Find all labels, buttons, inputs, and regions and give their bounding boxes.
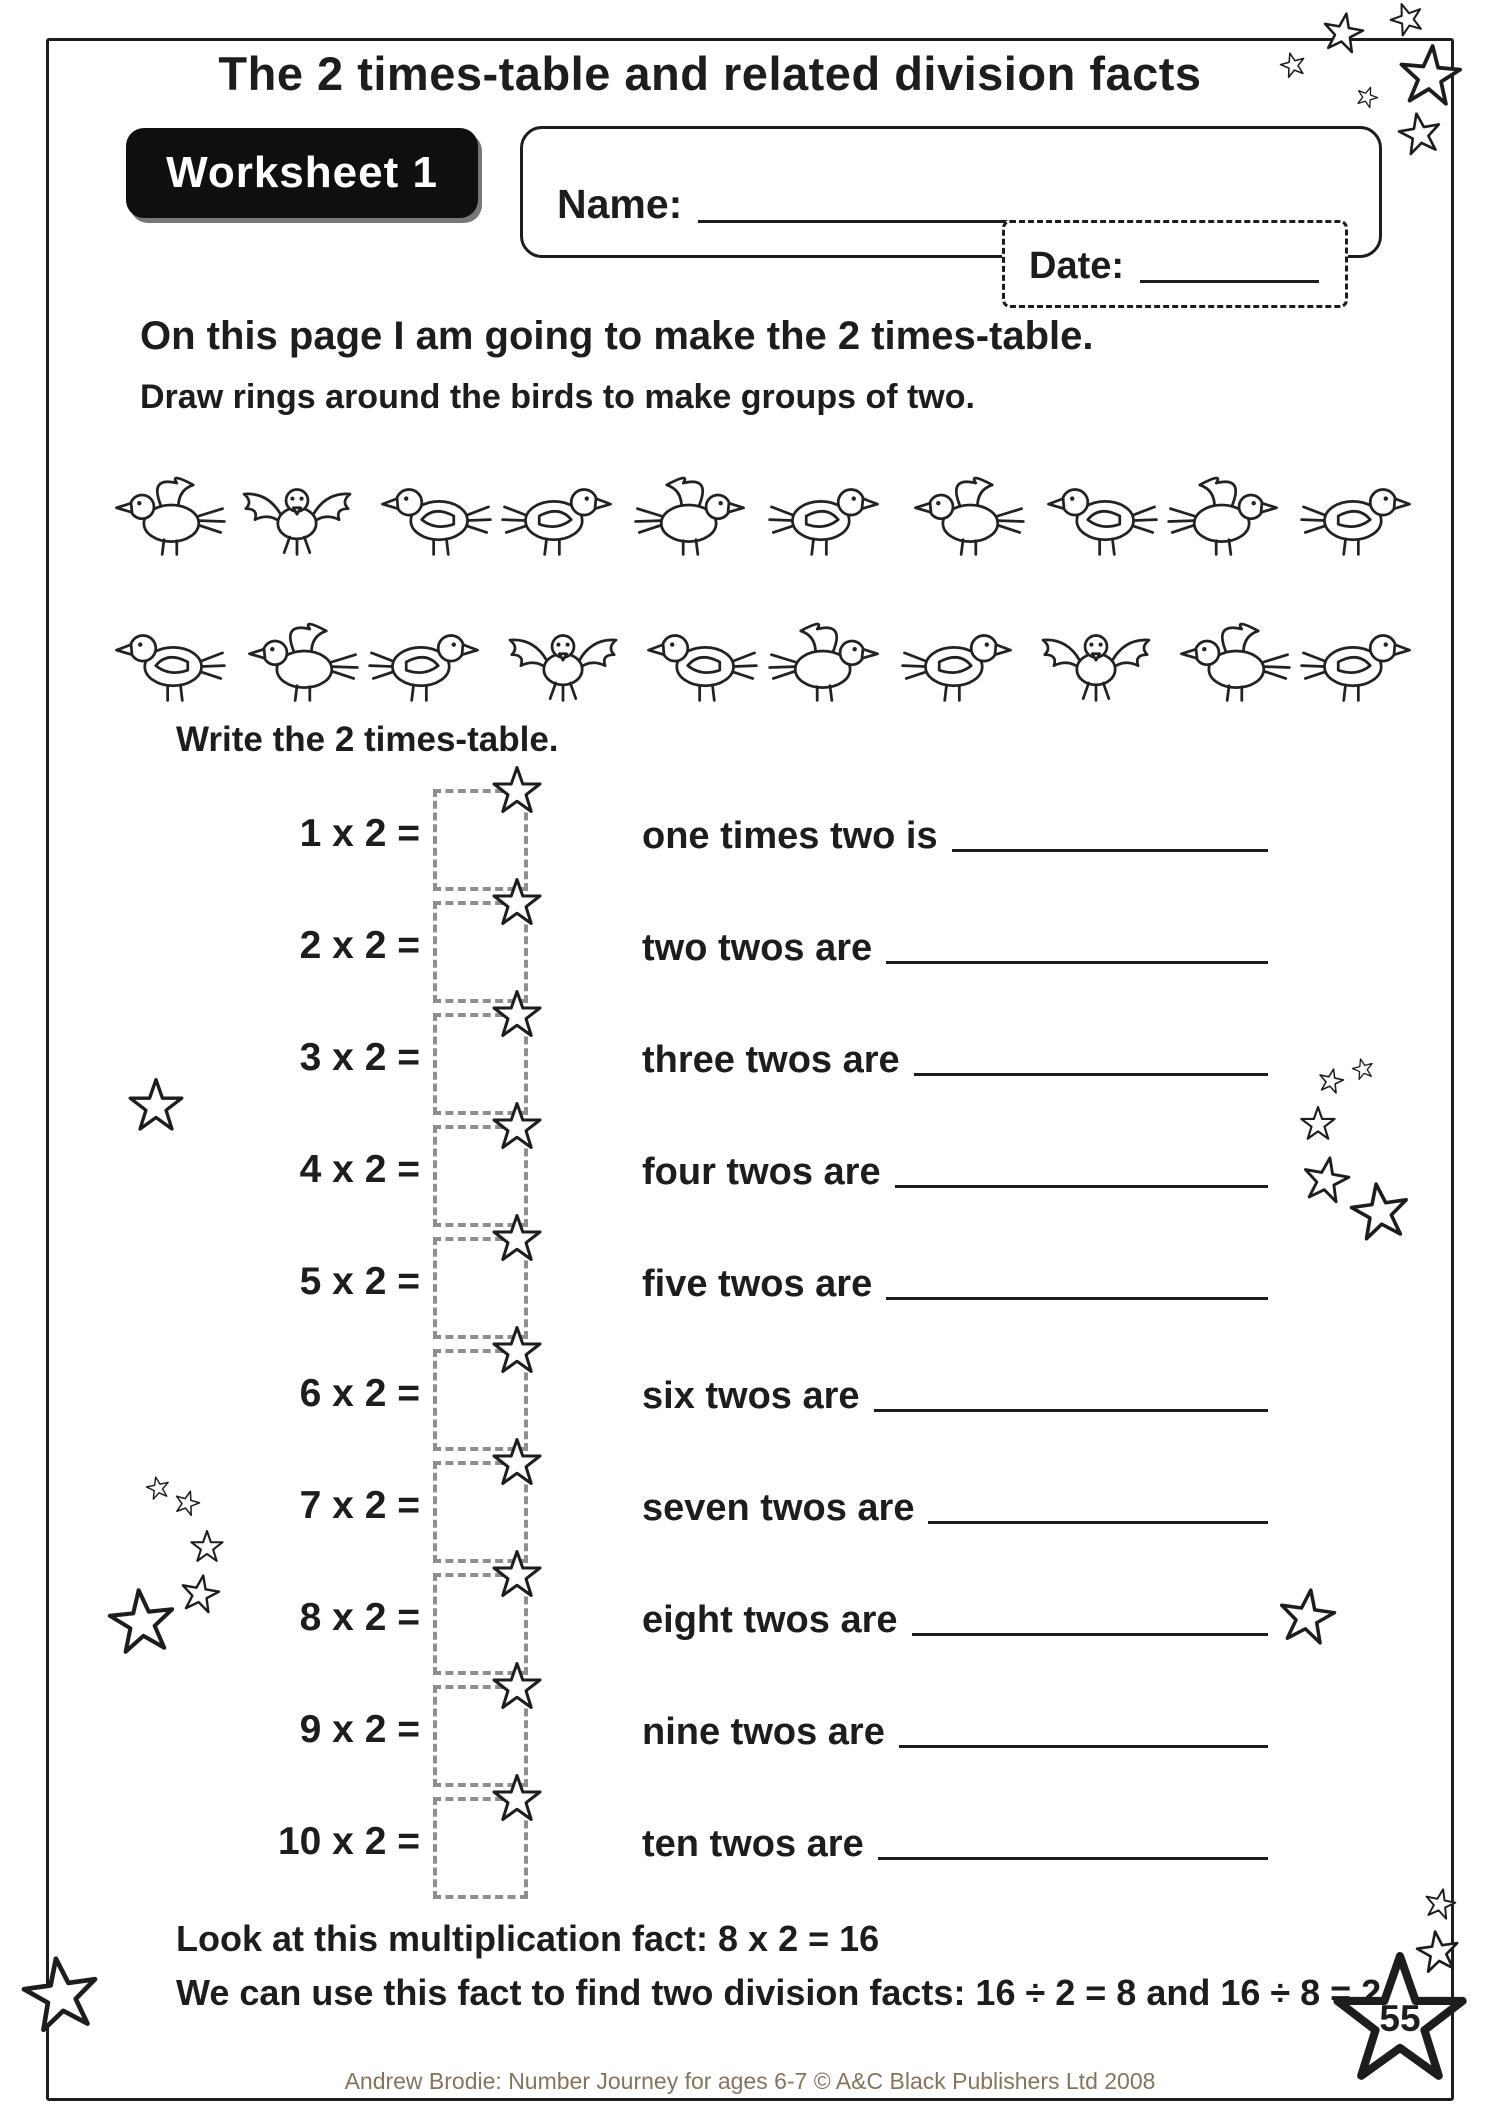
star-icon xyxy=(492,1662,542,1712)
star-icon xyxy=(1385,0,1429,41)
times-table-row xyxy=(0,1570,1500,1682)
decorative-star xyxy=(1421,1885,1459,1923)
worksheet-badge-label: Worksheet 1 xyxy=(166,148,438,197)
decorative-star xyxy=(1274,1584,1340,1650)
words-line xyxy=(642,1698,1268,1754)
times-table-row xyxy=(0,1682,1500,1794)
decorative-star xyxy=(1353,83,1381,111)
words-label: seven twos are xyxy=(642,1487,915,1530)
star-icon xyxy=(1300,1106,1336,1142)
decorative-star xyxy=(1346,1178,1414,1246)
star-icon xyxy=(128,1078,184,1134)
words-line xyxy=(642,1026,1268,1082)
bird-icon xyxy=(766,466,894,566)
multiplication-expression: 9 x 2 = xyxy=(299,1708,420,1751)
bird-icon xyxy=(233,612,361,712)
answer-line xyxy=(952,849,1268,852)
star-icon xyxy=(492,1550,542,1600)
star-icon xyxy=(492,1102,542,1152)
bird-icon xyxy=(1032,466,1160,566)
star-icon xyxy=(1395,41,1464,110)
worksheet-badge xyxy=(126,128,478,218)
decorative-star xyxy=(17,1951,105,2039)
birds-illustration xyxy=(100,424,1426,712)
multiplication-expression: 5 x 2 = xyxy=(299,1260,420,1303)
bird-icon xyxy=(499,466,627,566)
times-table-row xyxy=(0,786,1500,898)
bird-icon xyxy=(1298,612,1426,712)
decorative-star xyxy=(1319,9,1368,58)
star-icon xyxy=(105,1585,180,1660)
star-icon xyxy=(492,1438,542,1488)
times-table-row xyxy=(0,898,1500,1010)
birds-row xyxy=(100,570,1426,712)
answer-line xyxy=(928,1521,1268,1524)
words-line xyxy=(642,1250,1268,1306)
words-label: five twos are xyxy=(642,1263,873,1306)
decorative-star xyxy=(190,1530,224,1564)
decorative-star xyxy=(1395,41,1464,110)
date-line xyxy=(1140,280,1319,283)
star-icon xyxy=(492,1438,542,1488)
date-box xyxy=(1002,220,1348,308)
star-icon xyxy=(492,1214,542,1264)
words-line xyxy=(642,1810,1268,1866)
words-label: eight twos are xyxy=(642,1599,898,1642)
star-icon xyxy=(17,1951,105,2039)
star-icon xyxy=(1316,1066,1347,1097)
answer-line xyxy=(912,1633,1269,1636)
division-facts-note: We can use this fact to find two division facts: 16 ÷ 2 = 8 and 16 ÷ 8 = 2 xyxy=(176,1972,1382,2013)
answer-line xyxy=(899,1745,1268,1748)
star-icon xyxy=(492,990,542,1040)
words-label: three twos are xyxy=(642,1039,900,1082)
star-icon xyxy=(492,1326,542,1376)
decorative-star xyxy=(144,1474,172,1502)
decorative-star xyxy=(1300,1106,1336,1142)
star-icon xyxy=(492,1102,542,1152)
star-icon xyxy=(190,1530,224,1564)
words-line xyxy=(642,914,1268,970)
star-icon xyxy=(492,878,542,928)
bird-icon xyxy=(899,466,1027,566)
star-icon xyxy=(492,1550,542,1600)
bird-icon xyxy=(1165,612,1293,712)
star-icon xyxy=(144,1474,172,1502)
decorative-star xyxy=(105,1585,180,1660)
words-line xyxy=(642,1362,1268,1418)
star-icon xyxy=(1277,49,1309,81)
star-icon xyxy=(1298,1152,1354,1208)
decorative-star xyxy=(1385,0,1429,41)
star-icon xyxy=(1274,1584,1340,1650)
words-line xyxy=(642,802,1268,858)
bird-icon xyxy=(1165,466,1293,566)
decorative-star xyxy=(1395,109,1446,160)
decorative-star xyxy=(128,1078,184,1134)
bird-icon xyxy=(632,466,760,566)
decorative-star xyxy=(1298,1152,1354,1208)
words-label: ten twos are xyxy=(642,1823,864,1866)
star-icon xyxy=(1395,109,1446,160)
times-table-row xyxy=(0,1122,1500,1234)
name-label: Name: xyxy=(557,181,683,227)
multiplication-expression: 1 x 2 = xyxy=(299,812,420,855)
times-table-row xyxy=(0,1346,1500,1458)
words-label: nine twos are xyxy=(642,1711,885,1754)
answer-line xyxy=(895,1185,1268,1188)
star-icon xyxy=(1319,9,1368,58)
bird-icon xyxy=(366,466,494,566)
words-label: four twos are xyxy=(642,1151,881,1194)
bird-icon xyxy=(1032,612,1160,712)
multiplication-expression: 4 x 2 = xyxy=(299,1148,420,1191)
answer-line xyxy=(874,1409,1268,1412)
star-icon xyxy=(492,766,542,816)
star-icon xyxy=(1421,1885,1459,1923)
star-icon xyxy=(492,1662,542,1712)
instruction-sub: Draw rings around the birds to make groups of two. xyxy=(140,378,975,416)
answer-line xyxy=(914,1073,1268,1076)
times-table-row xyxy=(0,1234,1500,1346)
words-line xyxy=(642,1474,1268,1530)
answer-line xyxy=(886,961,1268,964)
write-instruction: Write the 2 times-table. xyxy=(176,720,559,759)
words-line xyxy=(642,1138,1268,1194)
page-title: The 2 times-table and related division facts xyxy=(218,47,1202,100)
bird-icon xyxy=(366,612,494,712)
words-line xyxy=(642,1586,1268,1642)
star-icon xyxy=(492,878,542,928)
star-icon xyxy=(492,1214,542,1264)
answer-line xyxy=(886,1297,1268,1300)
star-icon xyxy=(492,1326,542,1376)
bird-icon xyxy=(632,612,760,712)
bird-icon xyxy=(499,612,627,712)
star-icon xyxy=(492,1774,542,1824)
bird-icon xyxy=(899,612,1027,712)
times-table-row xyxy=(0,1458,1500,1570)
multiplication-expression: 10 x 2 = xyxy=(277,1820,420,1863)
star-icon xyxy=(492,766,542,816)
birds-row xyxy=(100,424,1426,566)
star-icon xyxy=(492,1774,542,1824)
multiplication-expression: 2 x 2 = xyxy=(299,924,420,967)
decorative-star xyxy=(1277,49,1309,81)
footer-credit: Andrew Brodie: Number Journey for ages 6-7 © A&C Black Publishers Ltd 2008 xyxy=(344,2068,1156,2094)
page-number-star xyxy=(1332,1952,1468,2088)
multiplication-expression: 6 x 2 = xyxy=(299,1372,420,1415)
bird-icon xyxy=(1298,466,1426,566)
star-icon xyxy=(177,1571,223,1617)
answer-line xyxy=(878,1857,1268,1860)
times-table-row xyxy=(0,1794,1500,1906)
bird-icon xyxy=(233,466,361,566)
decorative-star xyxy=(1316,1066,1347,1097)
bird-icon xyxy=(766,612,894,712)
decorative-star xyxy=(177,1571,223,1617)
page-number: 55 xyxy=(1379,1998,1421,2039)
bird-icon xyxy=(100,466,228,566)
star-icon xyxy=(1346,1178,1414,1246)
date-label: Date: xyxy=(1029,245,1125,287)
times-table-row xyxy=(0,1010,1500,1122)
multiplication-expression: 7 x 2 = xyxy=(299,1484,420,1527)
star-icon xyxy=(1353,83,1381,111)
instruction-main: On this page I am going to make the 2 times-table. xyxy=(140,314,1094,358)
star-icon xyxy=(492,990,542,1040)
words-label: two twos are xyxy=(642,927,873,970)
bird-icon xyxy=(100,612,228,712)
words-label: six twos are xyxy=(642,1375,860,1418)
multiplication-expression: 3 x 2 = xyxy=(299,1036,420,1079)
multiplication-expression: 8 x 2 = xyxy=(299,1596,420,1639)
words-label: one times two is xyxy=(642,815,938,858)
multiplication-fact-note: Look at this multiplication fact: 8 x 2 = 16 xyxy=(176,1918,880,1959)
